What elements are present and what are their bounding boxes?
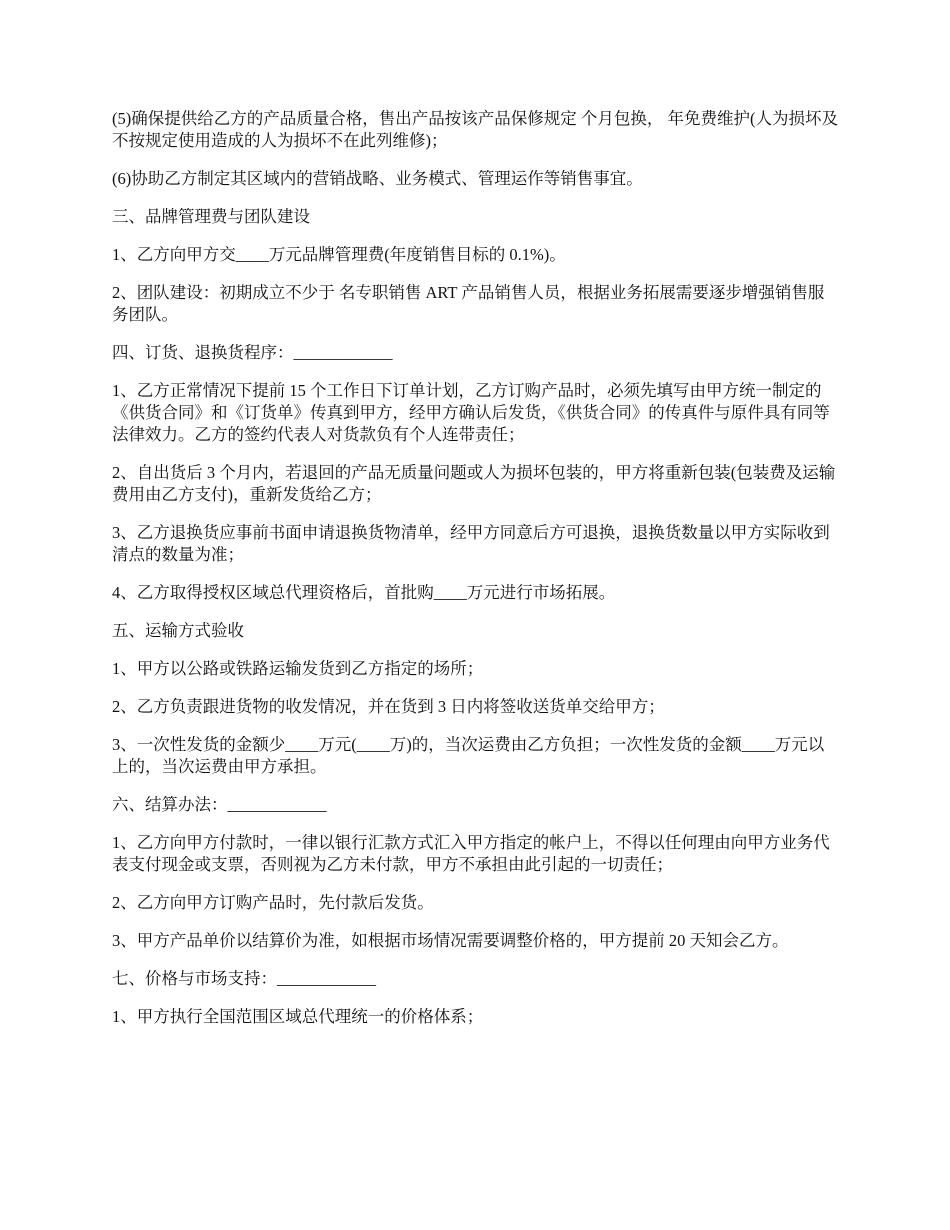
clause-5-quality-warranty: (5)确保提供给乙方的产品质量合格，售出产品按该产品保修规定 个月包换， 年免费维护(人为损坏及不按规定使用造成的人为损坏不在此列维修)； [112, 109, 838, 150]
document-page [112, 108, 840, 1044]
section-heading-price-support: 七、价格与市场支持：____________ [112, 969, 376, 988]
price-clause-1: 1、甲方执行全国范围区域总代理统一的价格体系； [112, 1007, 484, 1026]
settlement-clause-2: 2、乙方向甲方订购产品时，先付款后发货。 [112, 893, 434, 912]
transport-clause-2: 2、乙方负责跟进货物的收发情况，并在货到 3 日内将签收送货单交给甲方； [112, 697, 665, 716]
settlement-clause-3: 3、甲方产品单价以结算价为准，如根据市场情况需要调整价格的，甲方提前 20 天知会乙方。 [112, 931, 789, 950]
clause-6-marketing-assist: (6)协助乙方制定其区域内的营销战略、业务模式、管理运作等销售事宜。 [112, 169, 643, 188]
ordering-clause-4: 4、乙方取得授权区域总代理资格后，首批购____万元进行市场拓展。 [112, 583, 616, 602]
team-building-clause-2: 2、团队建设：初期成立不少于 名专职销售 ART 产品销售人员，根据业务拓展需要逐步增强销售服务团队。 [112, 283, 825, 324]
settlement-clause-1: 1、乙方向甲方付款时，一律以银行汇款方式汇入甲方指定的帐户上，不得以任何理由向甲方业务代表支付现金或支票，否则视为乙方未付款，甲方不承担由此引起的一切责任； [112, 833, 830, 874]
section-heading-transport: 五、运输方式验收 [112, 621, 244, 640]
transport-clause-1: 1、甲方以公路或铁路运输发货到乙方指定的场所； [112, 659, 484, 678]
transport-clause-3: 3、一次性发货的金额少____万元(____万)的，当次运费由乙方负担；一次性发货的金额____万元以上的，当次运费由甲方承担。 [112, 735, 825, 776]
ordering-clause-2: 2、自出货后 3 个月内，若退回的产品无质量问题或人为损坏包装的，甲方将重新包装(包装费及运输费用由乙方支付)，重新发货给乙方； [112, 463, 836, 504]
ordering-clause-3: 3、乙方退换货应事前书面申请退换货物清单，经甲方同意后方可退换，退换货数量以甲方实际收到清点的数量为准； [112, 523, 830, 564]
brand-fee-clause-1: 1、乙方向甲方交____万元品牌管理费(年度销售目标的 0.1%)。 [112, 245, 566, 264]
ordering-clause-1: 1、乙方正常情况下提前 15 个工作日下订单计划，乙方订购产品时，必须先填写由甲方统一制定的《供货合同》和《订货单》传真到甲方，经甲方确认后发货，《供货合同》的传真件与原件具有同等法律效力。乙方的签约代表人对货款负有个人连带责任； [112, 381, 830, 444]
section-heading-brand-fee: 三、品牌管理费与团队建设 [112, 207, 310, 226]
section-heading-ordering: 四、订货、退换货程序：____________ [112, 343, 393, 362]
section-heading-settlement: 六、结算办法：____________ [112, 795, 327, 814]
